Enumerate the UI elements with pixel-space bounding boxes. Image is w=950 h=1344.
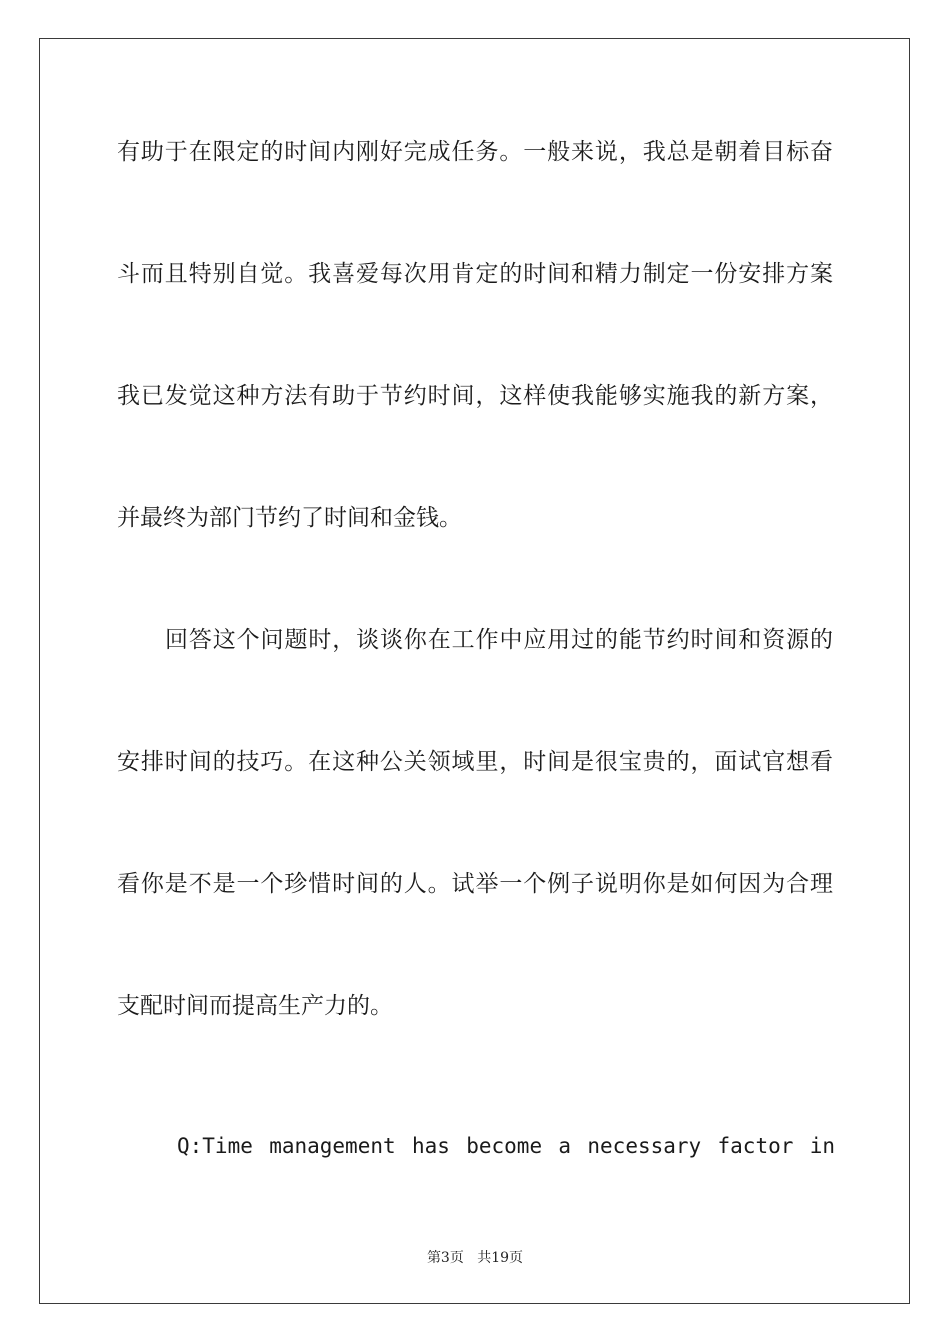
body-line-9: Q:Time management has become a necessary factor in (177, 1134, 835, 1158)
body-line-5: 回答这个问题时，谈谈你在工作中应用过的能节约时间和资源的 (165, 627, 833, 653)
body-line-6: 安排时间的技巧。在这种公关领域里，时间是很宝贵的，面试官想看 (117, 749, 833, 775)
body-line-7: 看你是不是一个珍惜时间的人。试举一个例子说明你是如何因为合理 (117, 871, 833, 897)
page-footer (0, 1247, 950, 1267)
page-total: 共19页 (477, 1250, 524, 1266)
page-border (39, 38, 910, 1304)
body-line-2: 斗而且特别自觉。我喜爱每次用肯定的时间和精力制定一份安排方案 (117, 261, 833, 287)
body-line-1: 有助于在限定的时间内刚好完成任务。一般来说，我总是朝着目标奋 (117, 139, 833, 165)
page-number: 第3页 (426, 1250, 464, 1266)
body-line-3: 我已发觉这种方法有助于节约时间，这样使我能够实施我的新方案， (117, 383, 833, 409)
body-line-4: 并最终为部门节约了时间和金钱。 (117, 505, 462, 531)
body-line-8: 支配时间而提高生产力的。 (117, 993, 393, 1019)
